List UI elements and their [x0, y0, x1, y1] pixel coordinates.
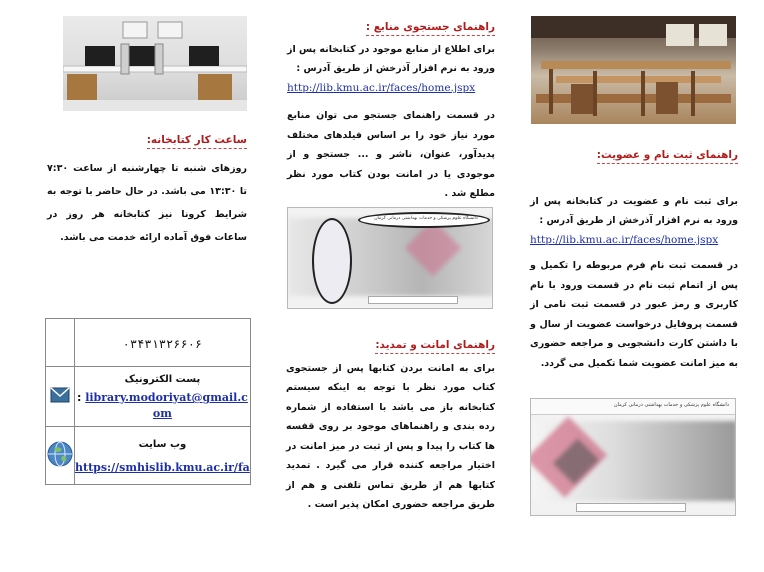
loan-renewal-section: [286, 336, 495, 515]
mail-icon: [50, 387, 70, 403]
computer-lab-photo: [63, 16, 247, 111]
contact-info-table: ۰۳۴۳۱۳۲۶۶۰۶ پست الکترونیک : library.modoriyat@gmail.com وب سایت https://smhislib.kmu.ac.ir/fa: [45, 318, 251, 485]
search-page-screenshot: [287, 207, 493, 309]
screenshot-banner-text: دانشگاه علوم پزشکی و خدمات بهداشتی درمانی کرمان: [613, 402, 729, 408]
search-guide-intro: برای اطلاع از منابع موجود در کتابخانه پس از ورود به نرم افزار آذرخش از طریق آدرس :: [287, 43, 495, 74]
search-guide-url-link[interactable]: http://lib.kmu.ac.ir/faces/home.jspx: [287, 81, 476, 94]
loan-renewal-heading: راهنمای امانت و تمدید:: [375, 337, 495, 354]
email-label: پست الکترونیک: [124, 374, 201, 385]
email-link[interactable]: library.modoriyat@gmail.com: [85, 391, 248, 420]
website-label: وب سایت: [138, 438, 187, 450]
registration-steps: در قسمت ثبت نام فرم مربوطه را تکمیل و پس از اتمام ثبت نام در قسمت ورود با نام کاربری و رمز عبور در قسمت ثبت نامی از قسمت پروفایل درخواست عضویت از سال و با داشتن کارت دانشجویی و مراجعه حضوری به میز امانت عضویت شما تکمیل می گردد.: [530, 260, 738, 369]
registration-url-link[interactable]: http://lib.kmu.ac.ir/faces/home.jspx: [530, 233, 719, 246]
website-link[interactable]: https://smhislib.kmu.ac.ir/fa: [75, 460, 250, 474]
screenshot-banner-text: دانشگاه علوم پزشکی و خدمات بهداشتی درمانی کرمان: [374, 216, 478, 221]
phone-icon-cell: [46, 319, 75, 367]
globe-icon: [46, 440, 74, 468]
search-guide-section: [287, 18, 495, 204]
library-reading-room-photo: [531, 16, 736, 124]
loan-renewal-text: برای به امانت بردن کتابها پس از جستجوی کتاب مورد نظر با توجه به اینکه سیستم کتابخانه باز می باشد با استفاده از شماره رده بندی و راهنماهای موجود بر روی قفسه ها کتاب را پیدا و پس از ثبت در میز امانت در اختیار مراجعه کننده قرار می گیرد . تمدید کتابها هم از طریق تماس تلفنی و هم از طریق مراجعه حضوری امکان پذیر است .: [286, 362, 495, 510]
azarakhsh-homepage-screenshot: [530, 398, 736, 516]
library-hours-text: روزهای شنبه تا چهارشنبه از ساعت ۷:۳۰ تا ۱۳:۳۰ می باشد. در حال حاضر با توجه به شرایط کرونا نیز کتابخانه هر روز در ساعات فوق آماده ارائه خدمت می باشد.: [47, 162, 247, 243]
registration-heading: راهنمای ثبت نام و عضویت:: [597, 147, 738, 164]
search-guide-heading: راهنمای جستجوی منابع :: [366, 19, 495, 36]
phone-number: ۰۳۴۳۱۳۲۶۶۰۶: [122, 337, 203, 351]
library-hours-heading: ساعت کار کتابخانه:: [147, 132, 247, 149]
registration-intro: برای ثبت نام و عضویت در کتابخانه پس از ورود به نرم افزار آذرخش از طریق آدرس :: [530, 195, 738, 226]
library-hours-section: [47, 131, 247, 249]
search-guide-steps: در قسمت راهنمای جستجو می توان منابع مورد نیاز خود را بر اساس فیلدهای مختلف پدیدآور، عنوان، ناشر و ... جستجو و از موجودی یا در امانت بودن کتاب مورد نظر مطلع شد .: [287, 110, 495, 199]
registration-section: [530, 146, 738, 373]
